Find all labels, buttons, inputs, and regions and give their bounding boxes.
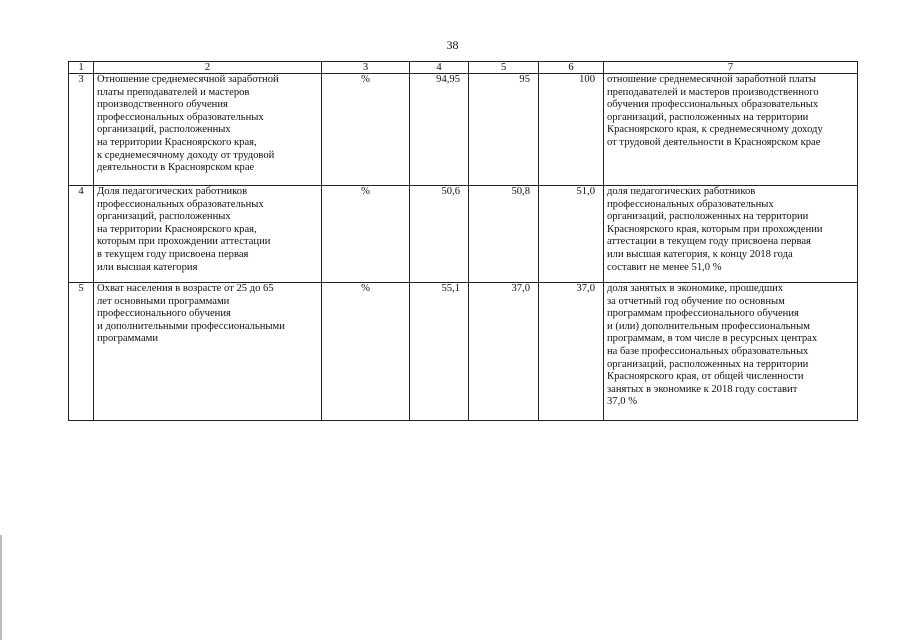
table-row <box>69 283 858 421</box>
value-col-6: 37,0 <box>539 283 604 421</box>
row-number: 4 <box>69 186 94 283</box>
unit-cell: % <box>322 283 410 421</box>
value-col-4: 55,1 <box>410 283 469 421</box>
value-col-5: 37,0 <box>469 283 539 421</box>
indicator-name: Охват населения в возрасте от 25 до 65 лет основными программами профессионального обучения и дополнительными профессиональными программами <box>94 283 322 421</box>
indicator-name: Отношение среднемесячной заработной платы преподавателей и мастеров производственного обучения профессиональных образовательных организаций, расположенных на территории Красноярского края, к среднемесячному доходу от трудовой деятельности в Красноярском крае <box>94 74 322 186</box>
value-col-5: 50,8 <box>469 186 539 283</box>
value-col-5: 95 <box>469 74 539 186</box>
header-cell: 7 <box>604 62 858 74</box>
value-col-6: 51,0 <box>539 186 604 283</box>
row-number: 5 <box>69 283 94 421</box>
value-col-4: 94,95 <box>410 74 469 186</box>
scan-edge-line <box>0 535 2 640</box>
table-header-row <box>69 62 858 74</box>
indicator-name: Доля педагогических работников профессиональных образовательных организаций, расположенных на территории Красноярского края, которым при прохождении аттестации в текущем году присвоена первая или высшая категория <box>94 186 322 283</box>
indicator-description: доля занятых в экономике, прошедших за отчетный год обучение по основным программам профессионального обучения и (или) дополнительным профессиональным программам, в том числе в ресурсных центрах на базе профессиональных образовательных организаций, расположенных на территории Красноярского края, от общей численности занятых в экономике к 2018 году составит 37,0 % <box>604 283 858 421</box>
header-cell: 4 <box>410 62 469 74</box>
value-col-6: 100 <box>539 74 604 186</box>
value-col-4: 50,6 <box>410 186 469 283</box>
header-cell: 3 <box>322 62 410 74</box>
indicator-description: доля педагогических работников профессиональных образовательных организаций, расположенных на территории Красноярского края, которым при прохождении аттестации в текущем году присвоена первая или высшая категория, к концу 2018 года составит не менее 51,0 % <box>604 186 858 283</box>
indicator-table <box>68 61 858 421</box>
header-cell: 2 <box>94 62 322 74</box>
unit-cell: % <box>322 186 410 283</box>
unit-cell: % <box>322 74 410 186</box>
page-number: 38 <box>446 38 459 52</box>
table-row <box>69 186 858 283</box>
table-row <box>69 74 858 186</box>
header-cell: 5 <box>469 62 539 74</box>
header-cell: 6 <box>539 62 604 74</box>
row-number: 3 <box>69 74 94 186</box>
indicator-description: отношение среднемесячной заработной платы преподавателей и мастеров производственного обучения профессиональных образовательных организаций, расположенных на территории Красноярского края, к среднемесячному доходу от трудовой деятельности в Красноярском крае <box>604 74 858 186</box>
header-cell: 1 <box>69 62 94 74</box>
